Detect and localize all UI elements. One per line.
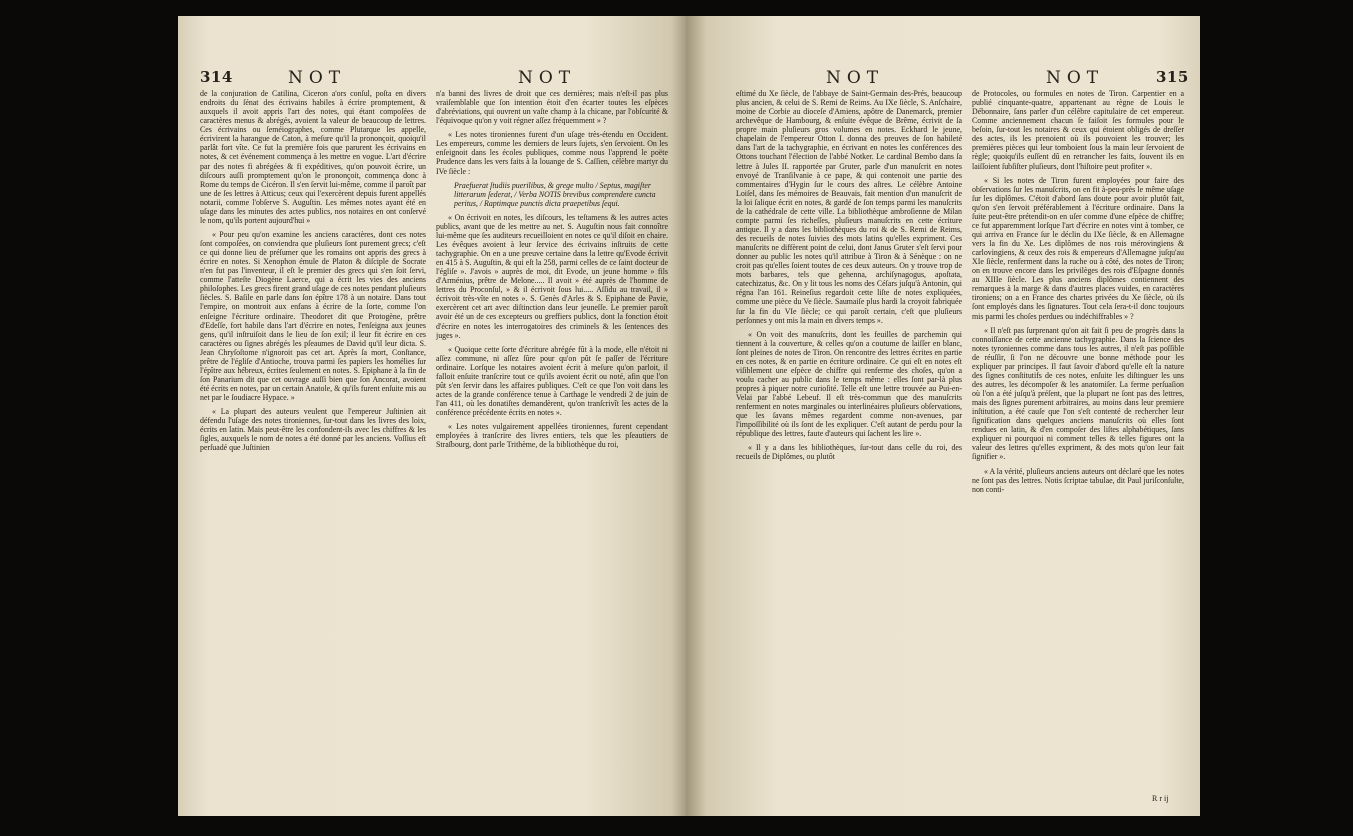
signature-mark: R r ij	[1152, 794, 1169, 803]
left-page	[178, 16, 686, 816]
left-running-head-1: NOT	[288, 68, 347, 88]
paragraph: « Les notes vulgairement appellées tironiennes, furent cependant employées à tranſcrire des livres entiers, tels que les pſeautiers de Straſbourg, dont parle Trithème, de la bibliothèque du roi,	[436, 422, 668, 450]
paragraph: « On écrivoit en notes, les diſcours, les teſtamens & les autres actes publics, avant que de les mettre au net. S. Auguſtin nous fait connoître lui-même que ſes auditeurs recueilloient en notes ce qu'il diſoit en chaire. Les évêques avoient à leur ſervice des écrivains inſtruits de cette tachygraphie. On en a une preuve certaine dans la lettre qu'Evode écrivit en 415 à S. Auguſtin, & qui eſt la 258, parmi celles de ce ſaint docteur de l'égliſe ». J'avois » auprès de moi, dit Evode, un jeune homme » fils d'Arménius, prêtre de Melone..... Il avoit » été auprès de l'homme de lettres du Proconſul, » & il écrivoit ſous lui..... Aſſidu au travail, il » écrivoit très-vîte en notes ». S. Genès d'Arles & S. Epiphane de Pavie, exercèrent cet art avec diſtinction dans leur jeuneſſe. Le premier paroît avoir été un de ces excepteurs ou greffiers publics, dont la fonction étoit d'écrire en notes les interrogatoires des criminels & les ſentences des juges ».	[436, 212, 668, 340]
paragraph: « Quoique cette ſorte d'écriture abrégée fût à la mode, elle n'étoit ni aſſez commune, ni aſſez ſûre pour qu'on pût ſe paſſer de l'écriture ordinaire. Lorſque les notaires avoient écrit à meſure qu'on parloit, il falloit enſuite tranſcrire tout ce qu'ils avoient écrit ou noté, afin que l'on pût s'en ſervir dans les affaires publiques. C'eſt ce que l'on voit dans les actes de la grande conférence tenue à Carthage le vendredi 2 de juin de l'an 411, où les donatiſtes demandèrent, qu'on tranſcrivît les actes de la conférence précédente écrits en notes ».	[436, 344, 668, 418]
paragraph: « Si les notes de Tiron furent employées pour faire des obſervations ſur les manuſcrits, on en fit à-peu-près le même uſage ſur les diplômes. C'étoit d'abord ſans doute pour avoir plutôt fait, qu'on s'en ſervoit préférablement à l'écriture ordinaire. Dans la ſuite peut-être prétendit-on en uſer comme d'une eſpèce de chiffre; ce fut apparemment lorſque l'art d'écrire en notes vint à tomber, ce qui arriva en France ſur le déclin du IXe ſiècle, & en Allemagne vers la fin du Xe. Les diplômes de nos rois mérovingiens & carlovingiens, & ceux des rois & empereurs d'Allemagne juſqu'au XIe ſiècle, renferment dans la ruche ou à côté, des notes de Tiron; on en trouve encore dans les privilèges des rois d'Eſpagne donnés au XIIIe ſiècle. Les plus anciens diplômes contiennent des remarques à la marge & dans d'autres places vuides, en caractères tironiens; on a en France des chartes privées du Xe ſiècle, où ils ſont employés dans les ſignatures. Tout cela ſera-t-il donc toujours mis parmi les choſes perdues ou indéchiffrables » ?	[972, 175, 1184, 321]
right-column-1	[736, 89, 962, 789]
paragraph: eſtimé du Xe ſiècle, de l'abbaye de Saint-Germain des-Prés, beaucoup plus ancien, & celui de S. Remi de Reims. Au IXe ſiècle, S. Anſchaire, moine de Corbie au dioceſe d'Amiens, apôtre de Danemarck, premier archevêque de Hambourg, & enſuite évêque de Brême, écrivit de ſa propre main pluſieurs gros volumes en notes. Eckhard le jeune, chapelain de l'empereur Otton I. donna des preuves de ſon habileté dans l'art de la tachygraphie, en écrivant en notes les conférences des Ottons touchant l'élection de l'abbé Notker. Le cardinal Bembo dans ſa lettre à Jules II. rapportée par Gruter, parle d'un manuſcrit en notes envoyé de Tranſilvanie à ce pape, & qui contenoit une partie des commentaires d'Hygin ſur le cours des aſtres. Le célèbre Antoine Loiſel, dans ſes mémoires de Beauvais, fait mention d'un manuſcrit de la loi ſalique écrit en notes, & gardé de ſon temps parmi les manuſcrits de la cathédrale de cette ville. La bibliothèque ambroſienne de Milan compte parmi ſes richeſſes, pluſieurs manuſcrits en cette écriture antique. Il y a dans les bibliothèques du roi & de S. Remi de Reims, des recueils de notes ſuivies des mots latins qu'elles expriment. Ces manuſcrits ne diffèrent point de celui, dont Janus Gruter s'eſt ſervi pour donner au public les notes qu'il attribue à Tiron & à Sénèque : on ne croit pas qu'elles ſoient toutes de ces deux auteurs. On y trouve trop de mots barbares, tels que gehenna, archiſynagogus, apoſtata, catechizatus, &c. On y lit tous les noms des Céſars juſqu'à Antonin, qui régna l'an 161. Reineſius regardoit cette liſte de notes expliquées, comme une pièce du Ve ſiècle. Saumaiſe plus hardi la croyoit fabriquée ſur la fin du VIe ſiècle; ce qui paroît certain, c'eſt que pluſieurs perſonnes y ont mis la main en divers temps ».	[736, 89, 962, 325]
verse-quote: Praefuerat ſtudiis puerilibus, & grege multo / Septus, magiſter litterarum ſederat, / Verba NOTIS brevibus comprendere cuncta peritus, / Raptimque punctis dicta praepetibus ſequi.	[454, 180, 656, 208]
paragraph: « On voit des manuſcrits, dont les feuilles de parchemin qui tiennent à la couverture, & celles qu'on a coutume de laiſſer en blanc, ſont pleines de notes de Tiron. On rencontre des lettres écrites en partie en ces notes, & en partie en écriture ordinaire. Ce qui eſt en notes eſt viſiblement une eſpèce de chiffre qui renferme des choſes, qu'on a voulu cacher au public dans le temps même : elles ſont par-là plus propres à piquer notre curioſité. Telle eſt une lettre trouvée au Pui-en-Velai par l'abbé Lebeuf. Il eſt très-commun que des manuſcrits renferment en notes marginales ou interlinéaires pluſieurs obſervations, que les ſavans mêmes regardent comme non-avenues, par l'impoſſibilité où ils ſont de les expliquer. C'eſt autant de perdu pour la république des lettres, faute d'auteurs qui ſachent les lire ».	[736, 329, 962, 439]
right-running-head-1: NOT	[826, 68, 885, 88]
paragraph: n'a banni des livres de droit que ces dernières; mais n'eſt-il pas plus vraiſemblable que ſon intention étoit d'en écarter toutes les eſpèces d'abréviations, qui ouvrent un vaſte champ à la chicane, par l'obſcurité & l'équivoque qu'on y voit régner aſſez fréquemment » ?	[436, 89, 668, 126]
paragraph: de Protocoles, ou formules en notes de Tiron. Carpentier en a publié cinquante-quatre, appartenant au règne de Louis le Débonnaire, ſans parler d'un célèbre capitulaire de cet empereur. Comme anciennement chacun ſe faiſoit ſes formules pour le beſoin, ſur-tout les notaires & ceux qui étoient obligés de dreſſer des actes, ils les prenoient où ils pouvoient les trouver; les premières pièces qui leur tomboient ſous la main leur ſervoient de règle; quoiqu'ils euſſent dû en retrancher les faits, ſouvent ils en laiſſoient ſubſiſter pluſieurs, dont l'hiſtoire peut profiter ».	[972, 89, 1184, 171]
left-column-2	[436, 89, 668, 789]
paragraph: « A la vérité, pluſieurs anciens auteurs ont déclaré que les notes ne ſont pas des lettres. Notis ſcriptae tabulae, dit Paul juriſconſulte, non conti-	[972, 466, 1184, 494]
left-page-number: 314	[200, 68, 233, 86]
right-column-2	[972, 89, 1184, 789]
paragraph: de la conjuration de Catilina, Ciceron a'ors conſul, poſta en divers endroits du ſénat des écrivains habiles à écrire promptement, & auxquels il avoit appris l'art des notes, qui étant compoſées de caractères menus & abrégés, avoient la valeur de beaucoup de lettres. Ces écrivains ou ſeméiographes, comme Plutarque les appelle, écrivirent la harangue de Caton, à meſure qu'il la prononçoit, quoiqu'il parlât fort vîte. Ce fut la première fois que parurent les écrivains en notes, & cet événement commença à les mettre en vogue. L'art d'écrire par des notes fi abrégées & fi expéditives, qu'on pouvoit écrire, un diſcours auſſi promptement qu'on le prononçoit, commença donc à Rome du temps de Cicéron. Il s'en ſervit lui-même, comme il paroît par une de ſes lettres à Atticus; ceux qui l'exercèrent depuis furent appellés notarii, comme l'obſerve S. Auguſtin. Les mêmes notes ayant été en uſage dans les minutes des actes publics, nos notaires en ont conſervé le nom, qu'ils portent aujourd'hui »	[200, 89, 426, 225]
left-running-head-2: NOT	[518, 68, 577, 88]
right-page	[686, 16, 1200, 816]
right-page-number: 315	[1156, 68, 1189, 86]
paragraph: « Il n'eſt pas ſurprenant qu'on ait fait ſi peu de progrès dans la connoiſſance de cette ancienne tachygraphie. Dans la ſcience des notes tyroniennes comme dans tous les autres, il n'eſt pas poſſible de réuſſir, ſi l'on ne découvre une bonne méthode pour les expliquer par principes. Il faut ſavoir d'abord qu'elle eſt la nature des ſignes conſtitutifs de ces notes, enſuite les diſtinguer les uns des autres, les décompoſer & les anatomiſer. La ferme perſuaſion où l'on a été juſqu'à préſent, que la plupart ne ſont pas des lettres, mais des ſignes purement arbitraires, au moins dans leur premiere inſtitution, a été cauſe que l'on s'eſt contenté de rechercher leur ſignification dans quelques anciens manuſcrits où elles ſont rendues en latin, & d'en compoſer des liſtes alphabétiques, ſans expliquer ni pourquoi ni comment telles & telles figures ont la valeur des lettres qu'elles expriment, & des mots qu'on leur fait ſignifier ».	[972, 325, 1184, 462]
paragraph: « Pour peu qu'on examine les anciens caractères, dont ces notes ſont compoſées, on conviendra que pluſieurs ſont purement grecs; c'eſt ce qui donne lieu de préſumer que les romains ont appris des grecs à écrire en notes. Si Xenophon émule de Platon & diſciple de Socrate n'en fut pas l'inventeur, il eſt le premier des grecs qui s'en ſoit ſervi, comme l'atteſte Diogène Laerce, qui a écrit les vies des anciens philoſophes. Les grecs firent grand uſage de ces notes pendant pluſieurs ſiècles. S. Baſile en parle dans ſon épître 178 à un notaire. Dans tout l'empire, on montroit aux enfans à écrire de la ſorte, comme l'on enſeigne l'écriture ordinaire. Theodoret dit que Protogène, prêtre d'Edeſſe, fort habile dans l'art d'écrire en notes, l'enſeigna aux jeunes gens, qu'il inſtruiſoit dans le lieu de ſon exil; il leur fit écrire en ces caractères ou ſignes abrégés les pſeaumes de David qu'il leur dicta. S. Jean Chryſoſtome n'ignoroit pas cet art. Après ſa mort, Conſtance, prêtre de l'égliſe d'Antioche, trouva parmi ſes papiers les homélies ſur l'épître aux hébreux, écrites ſeulement en notes. S. Epiphane à la fin de ſon Panarium dit que cet ouvrage auſſi bien que ſon Ancorat, avoient été écrits en notes, par un certain Anatole, & qu'ils furent enſuite mis au net par le ſoudiacre Hypace. »	[200, 229, 426, 403]
paragraph: « Il y a dans les bibliothèques, ſur-tout dans celle du roi, des recueils de Diplômes, ou plutôt	[736, 443, 962, 462]
paragraph: « Les notes tironiennes furent d'un uſage très-étendu en Occident. Les empereurs, comme les derniers de leurs ſujets, s'en ſervoient. On les enſeignoit dans les écoles publiques, comme nous l'apprend le poëte Prudence dans les vers faits à la louange de S. Caſſien, célèbre martyr du IVe ſiècle :	[436, 130, 668, 176]
paragraph: « La plupart des auteurs veulent que l'empereur Juſtinien ait défendu l'uſage des notes tironiennes, ſur-tout dans les livres des loix, écrits en latin. Mais peut-être les confondent-ils avec les chiffres & les ſigles, auxquels le nom de notes a été donné par les anciens. Voſſius eſt perſuadé que Juſtinien	[200, 407, 426, 453]
right-running-head-2: NOT	[1046, 68, 1105, 88]
left-column-1	[200, 89, 426, 789]
